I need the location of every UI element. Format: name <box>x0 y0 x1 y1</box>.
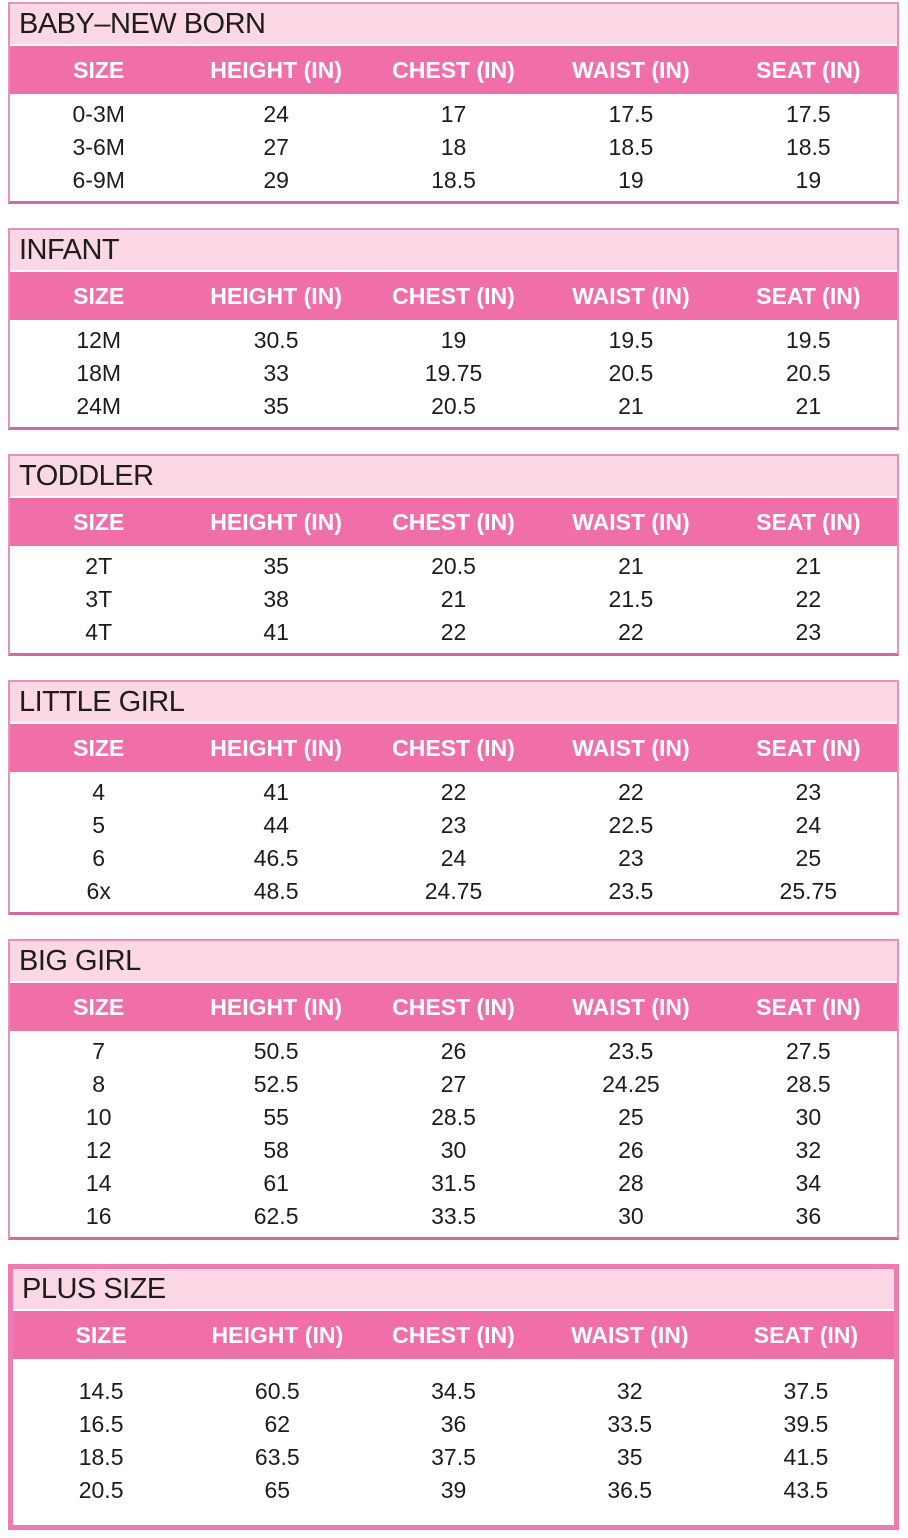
table-cell: 24.25 <box>602 1071 660 1097</box>
header-row <box>10 724 897 772</box>
column-header: WAIST (IN) <box>572 57 690 83</box>
table-cell: 19.5 <box>785 327 831 353</box>
table-cell: 52.5 <box>253 1071 299 1097</box>
header-row <box>10 498 897 546</box>
column-header: HEIGHT (IN) <box>210 994 342 1020</box>
table-row <box>10 98 897 131</box>
table-cell: 55 <box>263 1104 289 1130</box>
section-title: BABY–NEW BORN <box>10 4 897 46</box>
table-cell: 21.5 <box>608 586 654 612</box>
table-cell: 20.5 <box>431 553 476 579</box>
column-header: CHEST (IN) <box>392 735 515 761</box>
column-header: HEIGHT (IN) <box>211 1322 344 1348</box>
table-cell: 21 <box>440 586 467 612</box>
table-row <box>13 1408 894 1441</box>
table-cell: 65 <box>264 1477 291 1503</box>
table-cell: 43.5 <box>783 1477 829 1503</box>
column-header: CHEST (IN) <box>392 283 515 309</box>
column-header: CHEST (IN) <box>392 509 515 535</box>
table-cell: 60.5 <box>254 1378 300 1404</box>
table-cell: 26 <box>440 1038 467 1064</box>
section-title: PLUS SIZE <box>13 1269 894 1311</box>
table-cell: 19 <box>618 167 644 193</box>
header-row <box>10 46 897 94</box>
table-cell: 29 <box>263 167 289 193</box>
table-cell: 24 <box>263 101 289 127</box>
table-row <box>10 583 897 616</box>
table-row <box>10 1167 897 1200</box>
table-cell: 18 <box>440 134 467 160</box>
table-cell: 0-3M <box>72 101 125 127</box>
column-header: SEAT (IN) <box>756 57 861 83</box>
table-cell: 8 <box>92 1071 106 1097</box>
table-cell: 26 <box>618 1137 644 1163</box>
table-cell: 21 <box>618 393 644 419</box>
table-cell: 12 <box>85 1137 112 1163</box>
table-cell: 33 <box>263 360 289 386</box>
table-cell: 41 <box>263 619 289 645</box>
table-row <box>13 1441 894 1474</box>
section-title: LITTLE GIRL <box>10 682 897 724</box>
table-cell: 38 <box>263 586 289 612</box>
table-cell: 25.75 <box>779 878 838 904</box>
table-cell: 20.5 <box>785 360 831 386</box>
table-row <box>10 550 897 583</box>
column-header: HEIGHT (IN) <box>210 283 342 309</box>
table-cell: 7 <box>92 1038 106 1064</box>
table-cell: 32 <box>616 1378 643 1404</box>
table-cell: 25 <box>795 845 822 871</box>
table-cell: 34.5 <box>431 1378 476 1404</box>
table-body <box>13 1359 894 1525</box>
table-cell: 36 <box>440 1411 467 1437</box>
table-cell: 18M <box>76 360 122 386</box>
table-cell: 39.5 <box>783 1411 829 1437</box>
table-cell: 4T <box>85 619 113 645</box>
table-cell: 41.5 <box>783 1444 829 1470</box>
table-cell: 34 <box>795 1170 822 1196</box>
header-row <box>10 272 897 320</box>
column-header: HEIGHT (IN) <box>210 509 342 535</box>
table-cell: 58 <box>263 1137 289 1163</box>
table-cell: 62 <box>264 1411 291 1437</box>
section-title: TODDLER <box>10 456 897 498</box>
column-header: WAIST (IN) <box>570 1322 689 1348</box>
table-row <box>10 390 897 423</box>
column-header: HEIGHT (IN) <box>210 735 342 761</box>
table-cell: 23 <box>795 779 822 805</box>
table-cell: 21 <box>618 553 644 579</box>
table-row <box>10 1134 897 1167</box>
table-cell: 27 <box>440 1071 467 1097</box>
table-row <box>10 1101 897 1134</box>
table-cell: 62.5 <box>253 1203 299 1229</box>
table-cell: 12M <box>76 327 122 353</box>
column-header: SIZE <box>73 735 125 761</box>
table-body <box>10 546 897 653</box>
table-row <box>10 1068 897 1101</box>
table-cell: 18.5 <box>608 134 654 160</box>
table-cell: 23 <box>795 619 822 645</box>
table-cell: 35 <box>263 553 289 579</box>
table-cell: 28.5 <box>785 1071 831 1097</box>
table-cell: 35 <box>616 1444 643 1470</box>
table-cell: 22 <box>440 779 467 805</box>
table-cell: 17.5 <box>608 101 654 127</box>
table-cell: 28 <box>618 1170 644 1196</box>
table-body <box>10 94 897 201</box>
table-cell: 17 <box>440 101 467 127</box>
table-cell: 19 <box>440 327 467 353</box>
table-cell: 37.5 <box>431 1444 476 1470</box>
table-cell: 19.75 <box>424 360 483 386</box>
table-cell: 63.5 <box>254 1444 300 1470</box>
table-cell: 30.5 <box>253 327 299 353</box>
table-row <box>13 1474 894 1507</box>
table-cell: 44 <box>263 812 289 838</box>
column-header: SEAT (IN) <box>756 994 861 1020</box>
table-cell: 20.5 <box>431 393 476 419</box>
size-table-section <box>8 939 899 1240</box>
table-cell: 25 <box>618 1104 644 1130</box>
table-cell: 22.5 <box>608 812 654 838</box>
column-header: SEAT (IN) <box>753 1322 859 1348</box>
table-cell: 19 <box>795 167 822 193</box>
table-row <box>13 1375 894 1408</box>
table-cell: 24 <box>795 812 822 838</box>
table-cell: 22 <box>618 779 644 805</box>
size-table-section <box>8 454 899 656</box>
table-cell: 27.5 <box>785 1038 831 1064</box>
column-header: SIZE <box>73 994 125 1020</box>
table-cell: 46.5 <box>253 845 299 871</box>
table-cell: 31.5 <box>431 1170 476 1196</box>
table-cell: 23.5 <box>608 1038 654 1064</box>
table-row <box>10 776 897 809</box>
table-row <box>10 842 897 875</box>
column-header: SEAT (IN) <box>756 509 861 535</box>
column-header: WAIST (IN) <box>572 994 690 1020</box>
table-cell: 39 <box>440 1477 467 1503</box>
column-header: SEAT (IN) <box>756 283 861 309</box>
table-row <box>10 1035 897 1068</box>
table-cell: 30 <box>440 1137 467 1163</box>
column-header: HEIGHT (IN) <box>210 57 342 83</box>
table-cell: 23 <box>440 812 467 838</box>
table-cell: 28.5 <box>431 1104 476 1130</box>
table-cell: 14.5 <box>78 1378 124 1404</box>
table-cell: 24.75 <box>424 878 483 904</box>
table-cell: 17.5 <box>785 101 831 127</box>
table-cell: 21 <box>795 553 822 579</box>
column-header: SIZE <box>73 509 125 535</box>
size-table-section <box>8 2 899 204</box>
column-header: SEAT (IN) <box>756 735 861 761</box>
table-cell: 23.5 <box>608 878 654 904</box>
column-header: WAIST (IN) <box>572 283 690 309</box>
table-cell: 33.5 <box>431 1203 476 1229</box>
table-cell: 37.5 <box>783 1378 829 1404</box>
table-cell: 18.5 <box>785 134 831 160</box>
table-body <box>10 320 897 427</box>
table-cell: 33.5 <box>607 1411 653 1437</box>
table-cell: 48.5 <box>253 878 299 904</box>
table-cell: 6 <box>92 845 106 871</box>
table-cell: 24 <box>440 845 467 871</box>
table-row <box>10 357 897 390</box>
table-cell: 35 <box>263 393 289 419</box>
table-cell: 19.5 <box>608 327 654 353</box>
table-row <box>10 164 897 197</box>
table-cell: 4 <box>92 779 106 805</box>
table-row <box>10 1200 897 1233</box>
table-cell: 30 <box>795 1104 822 1130</box>
table-cell: 32 <box>795 1137 822 1163</box>
column-header: CHEST (IN) <box>392 1322 515 1348</box>
column-header: WAIST (IN) <box>572 735 690 761</box>
column-header: SIZE <box>73 283 125 309</box>
table-cell: 22 <box>618 619 644 645</box>
section-title: BIG GIRL <box>10 941 897 983</box>
section-title: INFANT <box>10 230 897 272</box>
table-cell: 20.5 <box>78 1477 124 1503</box>
column-header: WAIST (IN) <box>572 509 690 535</box>
table-cell: 23 <box>618 845 644 871</box>
table-cell: 61 <box>263 1170 289 1196</box>
table-cell: 16.5 <box>78 1411 124 1437</box>
size-table-section <box>8 228 899 430</box>
table-cell: 22 <box>440 619 467 645</box>
column-header: CHEST (IN) <box>392 57 515 83</box>
table-cell: 22 <box>795 586 822 612</box>
table-cell: 6-9M <box>72 167 125 193</box>
table-cell: 50.5 <box>253 1038 299 1064</box>
table-cell: 24M <box>76 393 122 419</box>
table-row <box>10 131 897 164</box>
table-cell: 6x <box>86 878 111 904</box>
table-cell: 18.5 <box>78 1444 124 1470</box>
table-body <box>10 1031 897 1237</box>
size-table-section <box>8 680 899 915</box>
table-cell: 41 <box>263 779 289 805</box>
table-cell: 10 <box>85 1104 112 1130</box>
table-cell: 3-6M <box>72 134 125 160</box>
column-header: SIZE <box>75 1322 127 1348</box>
table-cell: 30 <box>618 1203 644 1229</box>
table-cell: 14 <box>85 1170 112 1196</box>
table-row <box>10 875 897 908</box>
table-cell: 3T <box>85 586 113 612</box>
table-cell: 21 <box>795 393 822 419</box>
size-table-section <box>8 1264 899 1530</box>
table-cell: 20.5 <box>608 360 654 386</box>
table-cell: 5 <box>92 812 106 838</box>
table-cell: 36.5 <box>607 1477 653 1503</box>
table-row <box>10 809 897 842</box>
column-header: CHEST (IN) <box>392 994 515 1020</box>
table-cell: 36 <box>795 1203 822 1229</box>
table-body <box>10 772 897 912</box>
table-cell: 2T <box>85 553 113 579</box>
table-cell: 18.5 <box>431 167 476 193</box>
header-row <box>10 983 897 1031</box>
header-row <box>13 1311 894 1359</box>
table-cell: 16 <box>85 1203 112 1229</box>
column-header: SIZE <box>73 57 125 83</box>
table-row <box>10 616 897 649</box>
table-row <box>10 324 897 357</box>
table-cell: 27 <box>263 134 289 160</box>
